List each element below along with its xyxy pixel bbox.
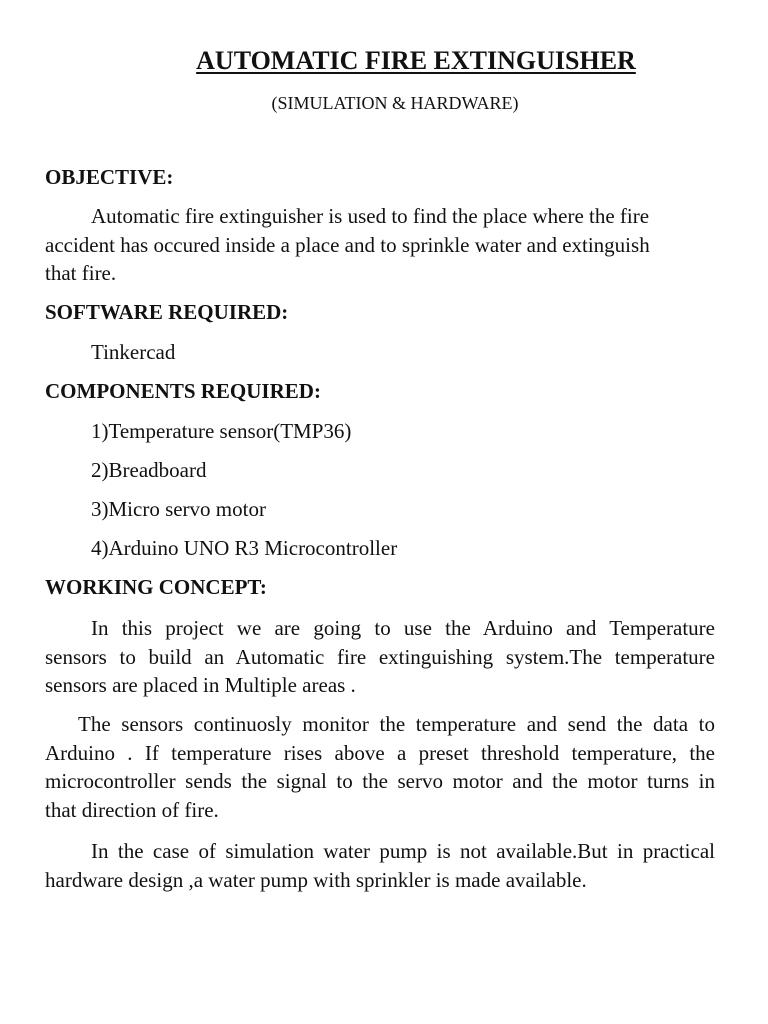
component-item: 3)Micro servo motor xyxy=(91,497,266,521)
paragraph-line: microcontroller sends the signal to the servo motor and the motor turns in xyxy=(45,769,715,793)
working-paragraph-3 xyxy=(45,837,715,894)
paragraph-line: hardware design ,a water pump with sprinkler is made available. xyxy=(45,867,587,892)
software-heading: SOFTWARE REQUIRED: xyxy=(45,300,289,324)
objective-line: Automatic fire extinguisher is used to find the place where the fire xyxy=(91,204,650,228)
objective-paragraph xyxy=(45,202,715,288)
objective-heading: OBJECTIVE: xyxy=(45,165,174,189)
working-concept-heading: WORKING CONCEPT: xyxy=(45,575,267,599)
paragraph-line: sensors are placed in Multiple areas . xyxy=(45,673,356,697)
component-item: 1)Temperature sensor(TMP36) xyxy=(91,419,352,443)
paragraph-line: sensors to build an Automatic fire extinguishing system.The temperature xyxy=(45,644,715,669)
software-item: Tinkercad xyxy=(91,340,176,364)
paragraph-line: In this project we are going to use the Arduino and Temperature xyxy=(91,616,715,640)
components-heading: COMPONENTS REQUIRED: xyxy=(45,379,321,403)
document-title: AUTOMATIC FIRE EXTINGUISHER xyxy=(196,46,636,75)
working-paragraph-1 xyxy=(45,614,715,700)
working-paragraph-2 xyxy=(45,710,715,824)
paragraph-line: Arduino . If temperature rises above a preset threshold temperature, the xyxy=(45,740,715,765)
component-item: 4)Arduino UNO R3 Microcontroller xyxy=(91,536,398,560)
paragraph-line: The sensors continuosly monitor the temperature and send the data to xyxy=(78,712,715,736)
objective-line: accident has occured inside a place and to sprinkle water and extinguish xyxy=(45,232,650,257)
objective-line: that fire. xyxy=(45,261,117,285)
document-subtitle: (SIMULATION & HARDWARE) xyxy=(271,93,519,113)
paragraph-line: that direction of fire. xyxy=(45,797,219,822)
component-item: 2)Breadboard xyxy=(91,458,207,482)
paragraph-line: In the case of simulation water pump is not available.But in practical xyxy=(91,839,715,863)
